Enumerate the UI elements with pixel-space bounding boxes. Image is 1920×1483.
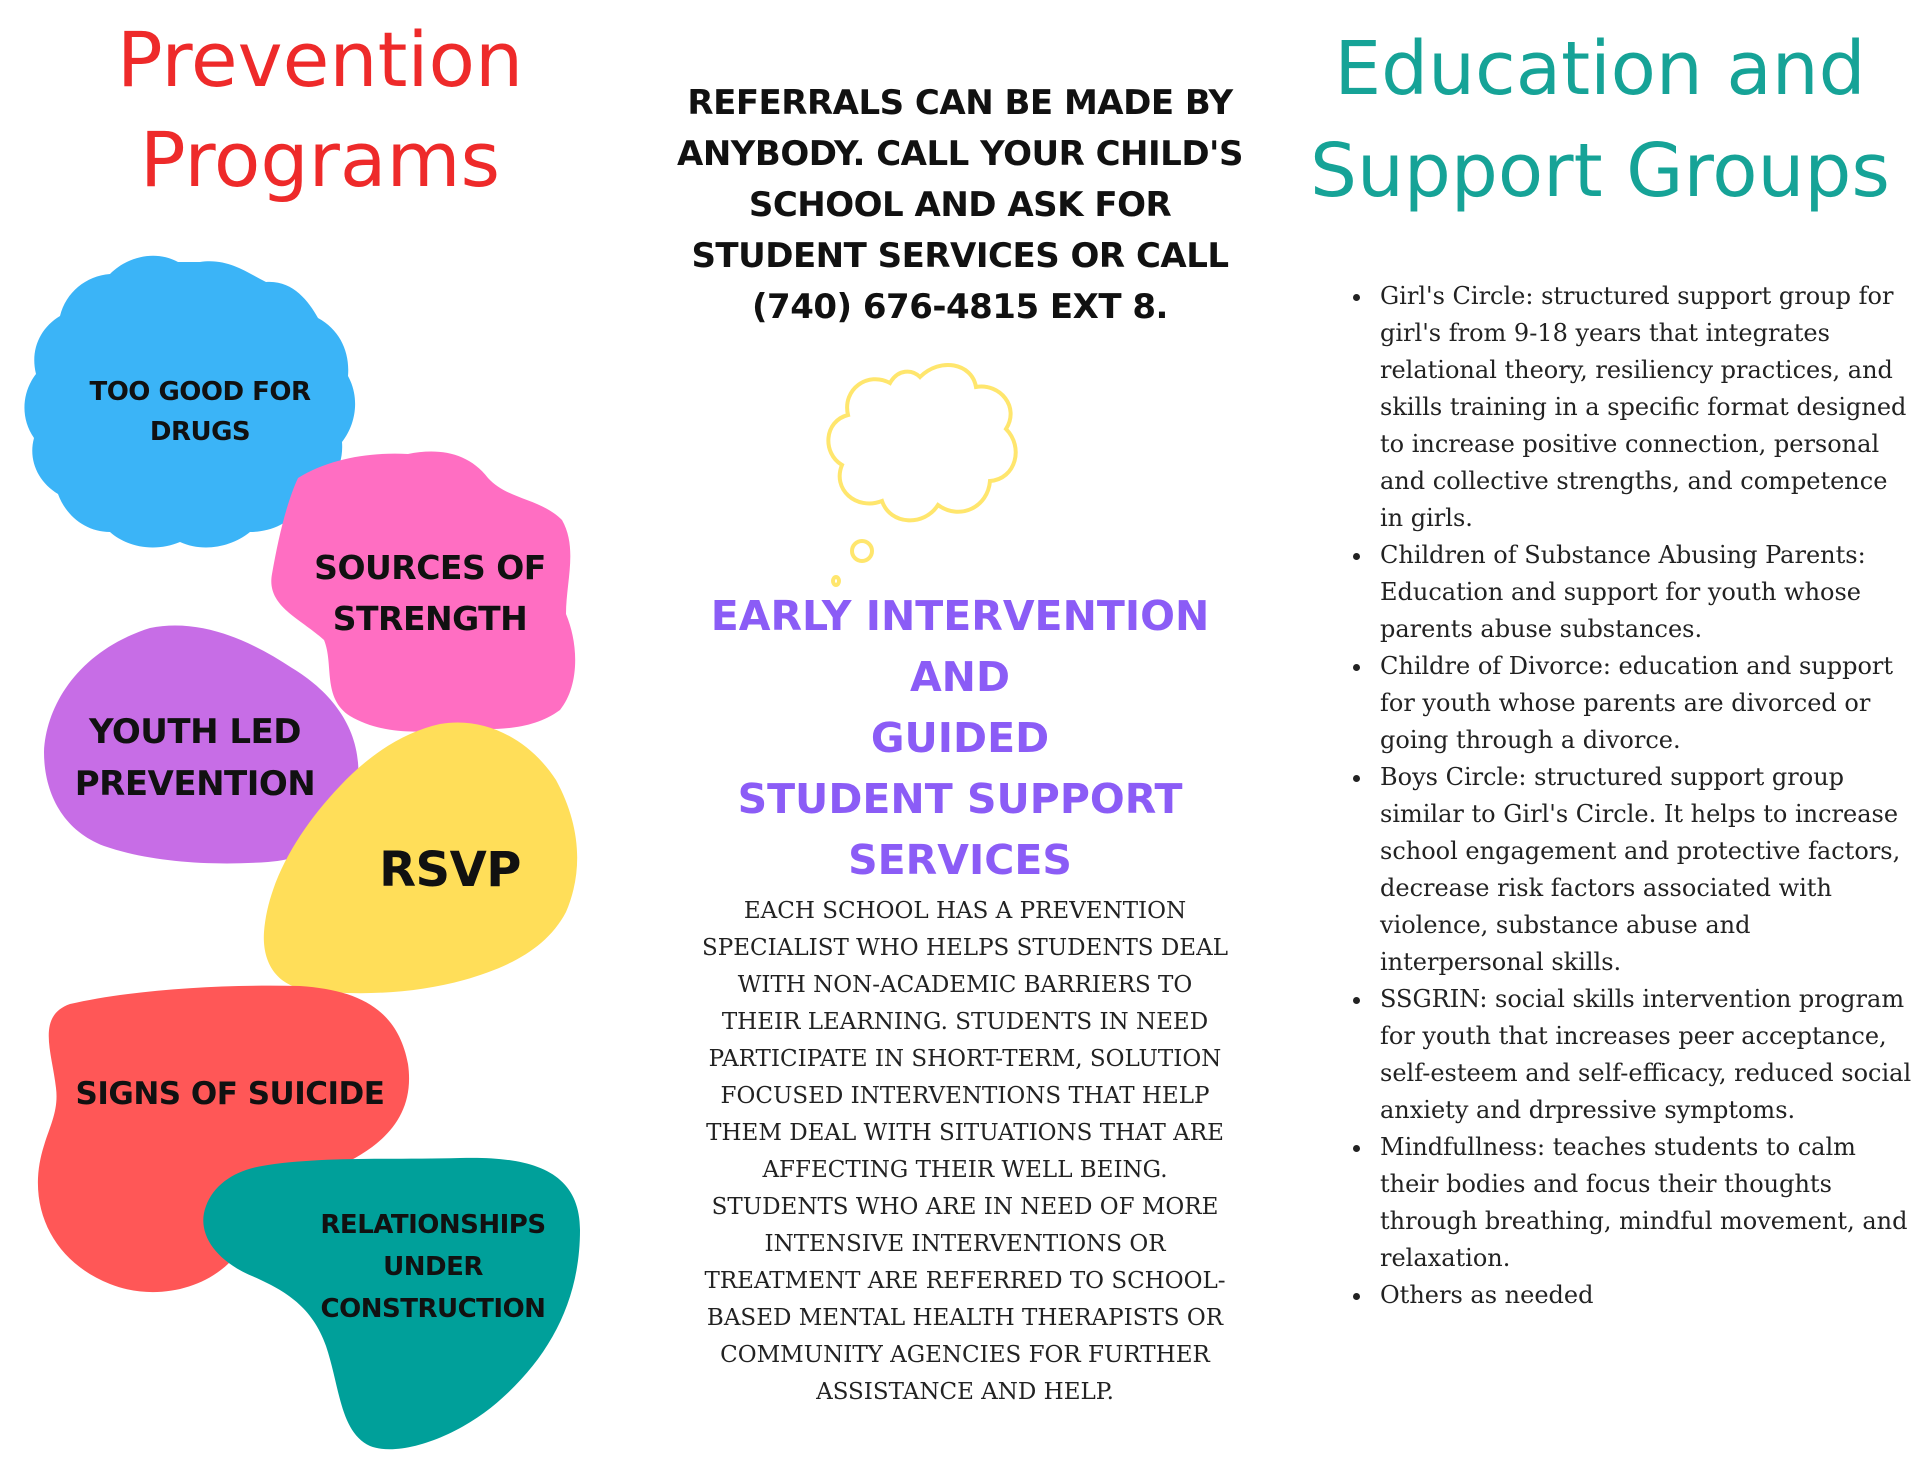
early-intervention-title-line: EARLY INTERVENTION — [710, 592, 1210, 640]
thought-bubble-icon — [820, 355, 1020, 595]
early-intervention-title-line: STUDENT SUPPORT — [737, 775, 1183, 823]
early-intervention-title — [660, 586, 1260, 891]
prevention-heading-line2: Programs — [139, 115, 501, 204]
list-item: • Others as needed — [1374, 1277, 1914, 1314]
program-label-line: SIGNS OF SUICIDE — [75, 1076, 385, 1112]
early-intervention-title-line: AND — [909, 653, 1011, 701]
program-label-line: PREVENTION — [74, 764, 316, 804]
program-label-line: RSVP — [379, 842, 521, 898]
program-label-too-good-for-drugs — [60, 372, 340, 452]
program-label-line: STRENGTH — [332, 599, 528, 638]
early-intervention-title-line: SERVICES — [848, 836, 1072, 884]
list-item: • SSGRIN: social skills intervention program for youth that increases peer acceptance, self-esteem and self-efficacy, reduced social anxiety and drpressive symptoms. — [1374, 981, 1914, 1129]
intervention-panel — [640, 0, 1280, 1483]
support-groups-heading — [1280, 18, 1920, 222]
program-label-relationships-under-construction — [288, 1204, 578, 1330]
referral-text: REFERRALS CAN BE MADE BY ANYBODY. CALL YOUR CHILD'S SCHOOL AND ASK FOR STUDENT SERVICES OR CALL (740) 676-4815 EXT 8. — [677, 83, 1243, 327]
program-label-line: DRUGS — [149, 417, 251, 447]
prevention-panel — [0, 0, 640, 1483]
program-label-line: TOO GOOD FOR — [89, 377, 311, 407]
list-item: • Mindfullness: teaches students to calm their bodies and focus their thoughts through breathing, mindful movement, and relaxation. — [1374, 1129, 1914, 1277]
support-groups-heading-line2: Support Groups — [1310, 128, 1890, 214]
program-label-line: SOURCES OF — [314, 548, 546, 587]
program-label-line: CONSTRUCTION — [320, 1294, 546, 1324]
prevention-heading-line1: Prevention — [116, 15, 524, 104]
support-groups-panel — [1280, 0, 1920, 1483]
list-item: • Children of Substance Abusing Parents: Education and support for youth whose parents abuse substances. — [1374, 537, 1914, 648]
early-intervention-body: EACH SCHOOL HAS A PREVENTION SPECIALIST WHO HELPS STUDENTS DEAL WITH NON-ACADEMIC BARRIERS TO THEIR LEARNING. STUDENTS IN NEED PARTICIPATE IN SHORT-TERM, SOLUTION FOCUSED INTERVENTIONS THAT HELP THEM DEAL WITH SITUATIONS THAT ARE AFFECTING THEIR WELL BEING. STUDENTS WHO ARE IN NEED OF MORE INTENSIVE INTERVENTIONS OR TREATMENT ARE REFERRED TO SCHOOL-BASED MENTAL HEALTH THERAPISTS OR COMMUNITY AGENCIES FOR FURTHER ASSISTANCE AND HELP. — [702, 898, 1228, 1405]
support-groups-heading-line1: Education and — [1334, 26, 1866, 112]
program-label-rsvp — [360, 840, 540, 900]
list-item: • Girl's Circle: structured support group for girl's from 9-18 years that integrates relational theory, resiliency practices, and skills training in a specific format designed to increase positive connection, personal and collective strengths, and competence in girls. — [1374, 278, 1914, 537]
list-item: • Childre of Divorce: education and support for youth whose parents are divorced or going through a divorce. — [1374, 648, 1914, 759]
program-label-sources-of-strength — [290, 542, 570, 644]
program-label-line: UNDER — [383, 1252, 483, 1282]
program-label-line: YOUTH LED — [88, 712, 302, 752]
program-label-line: RELATIONSHIPS — [320, 1210, 546, 1240]
support-groups-list — [1340, 278, 1914, 1314]
list-item: • Boys Circle: structured support group similar to Girl's Circle. It helps to increase school engagement and protective factors, decrease risk factors associated with violence, substance abuse and interpersonal skills. — [1374, 759, 1914, 981]
program-label-signs-of-suicide — [60, 1070, 400, 1118]
early-intervention-title-line: GUIDED — [870, 714, 1050, 762]
program-label-youth-led-prevention — [50, 706, 340, 810]
